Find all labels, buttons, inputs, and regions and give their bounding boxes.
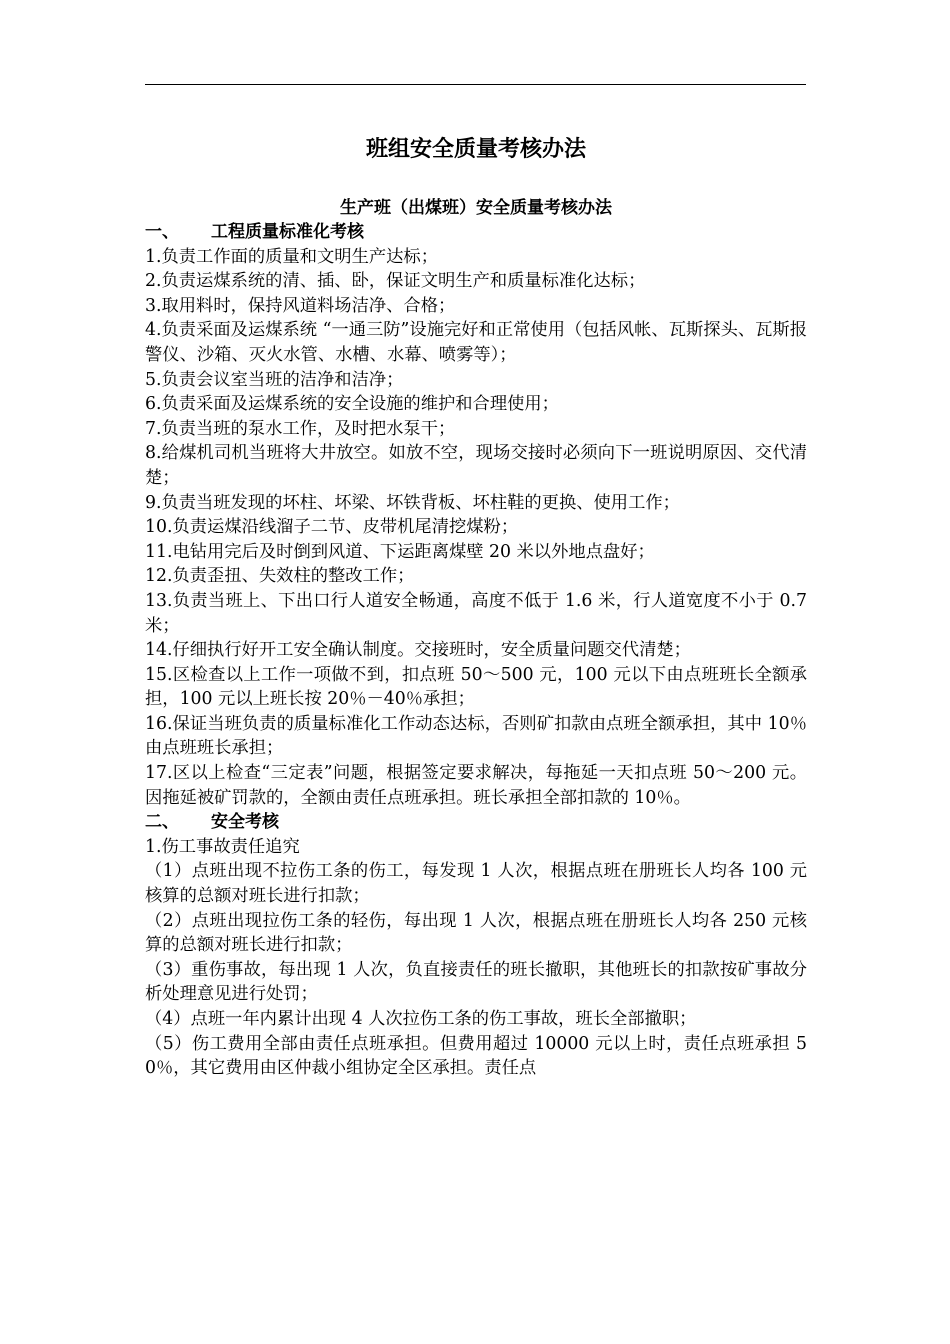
list-item: 1.负责工作面的质量和文明生产达标； [145,246,438,267]
section-heading-text: 安全考核 [211,812,279,833]
list-item: （1）点班出现不拉伤工条的伤工，每发现 1 人次，根据点班在册班长人均各 100 元核算的总额对班长进行扣款； [145,861,807,907]
list-item: 7.负责当班的泵水工作，及时把水泵干； [145,418,456,439]
list-item: 15.区检查以上工作一项做不到，扣点班 50～500 元，100 元以下由点班班长全额承担，100 元以上班长按 20％－40％承担； [145,664,807,710]
section-heading-text: 工程质量标准化考核 [211,222,364,242]
list-item: （2）点班出现拉伤工条的轻伤，每出现 1 人次，根据点班在册班长人均各 250 元核算的总额对班长进行扣款； [145,910,807,956]
list-item: 4.负责采面及运煤系统 “一通三防”设施完好和正常使用（包括风帐、瓦斯探头、瓦斯报警仪、沙箱、灭火水管、水槽、水幕、喷雾等）； [145,320,807,365]
document-subtitle: 生产班（出煤班）安全质量考核办法 [340,198,612,218]
list-item: 12.负责歪扭、失效柱的整改工作； [145,566,415,587]
list-item: （4）点班一年内累计出现 4 人次拉伤工条的伤工事故，班长全部撤职； [145,1009,697,1029]
list-item: 6.负责采面及运煤系统的安全设施的维护和合理使用； [145,394,559,415]
list-item: （5）伤工费用全部由责任点班承担。但费用超过 10000 元以上时，责任点班承担 50％，其它费用由区仲裁小组协定全区承担。责任点 [145,1033,807,1079]
list-item: 8.给煤机司机当班将大井放空。如放不空，现场交接时必须向下一班说明原因、交代清楚； [145,443,807,488]
list-item: 13.负责当班上、下出口行人道安全畅通，高度不低于 1.6 米，行人道宽度不小于 0.7 米； [145,590,807,636]
section-heading-quality [145,220,807,245]
document-title: 班组安全质量考核办法 [365,137,586,162]
list-item: 9.负责当班发现的坏柱、坏梁、坏铁背板、坏柱鞋的更换、使用工作； [145,492,680,513]
list-item: 3.取用料时，保持风道料场洁净、合格； [145,295,456,316]
section-heading-safety [145,810,807,835]
list-item: 16.保证当班负责的质量标准化工作动态达标，否则矿扣款由点班全额承担，其中 10％由点班班长承担； [145,713,807,759]
section-number: 二、 [145,812,179,833]
document-page [145,130,807,1081]
list-item: 14.仔细执行好开工安全确认制度。交接班时，安全质量问题交代清楚； [145,640,691,661]
list-item: （3）重伤事故，每出现 1 人次，负直接责任的班长撤职，其他班长的扣款按矿事故分析处理意见进行处罚； [145,959,807,1005]
list-item: 1.伤工事故责任追究 [145,836,300,857]
list-item: 11.电钻用完后及时倒到风道、下运距离煤壁 20 米以外地点盘好； [145,541,655,562]
list-item: 5.负责会议室当班的洁净和洁净； [145,369,404,390]
list-item: 10.负责运煤沿线溜子二节、皮带机尾清挖煤粉； [145,517,519,538]
section-number: 一、 [145,222,179,242]
list-item: 2.负责运煤系统的清、插、卧，保证文明生产和质量标准化达标； [145,271,646,292]
header-rule [145,84,806,85]
list-item: 17.区以上检查“三定表”问题，根据签定要求解决，每拖延一天扣点班 50～200 元。因拖延被矿罚款的，全额由责任点班承担。班长承担全部扣款的 10％。 [145,763,807,808]
